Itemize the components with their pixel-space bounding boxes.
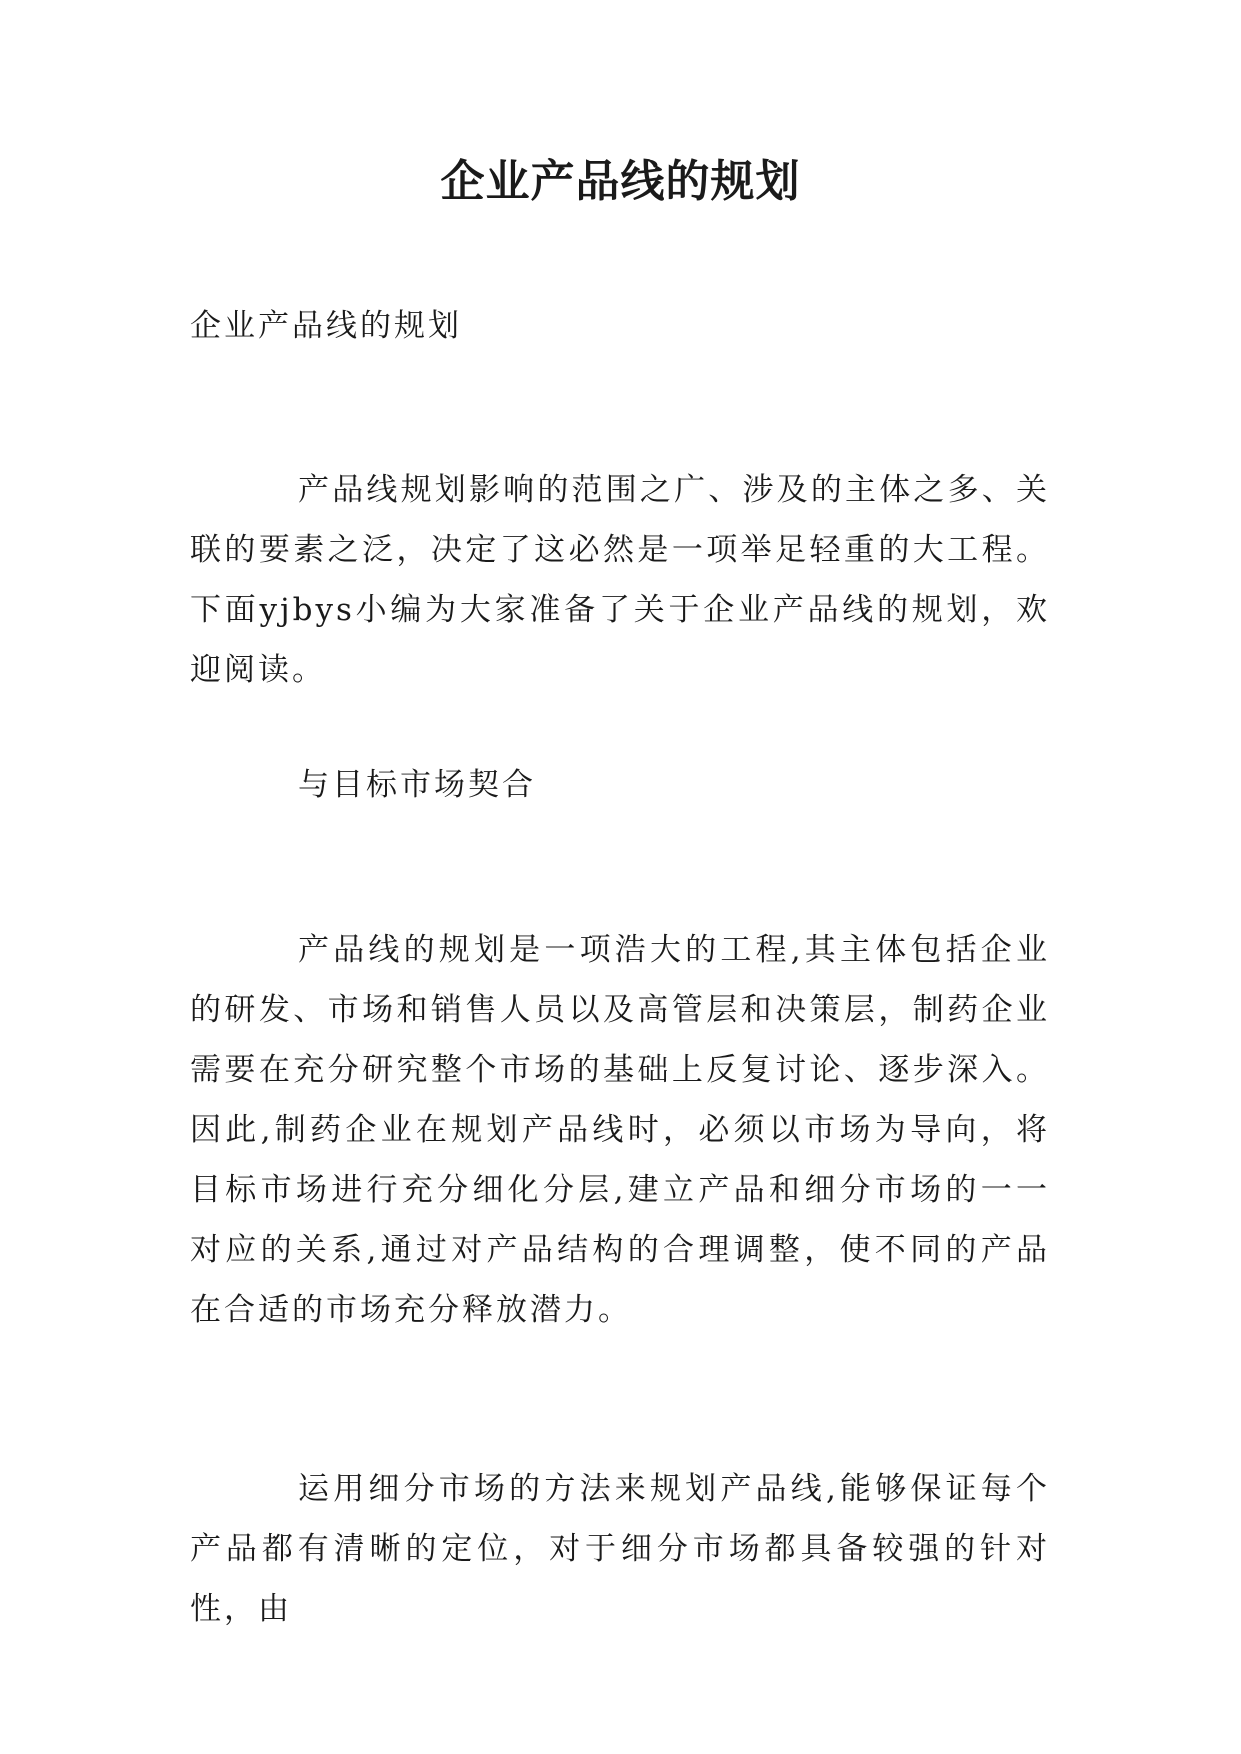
body-paragraph: 运用细分市场的方法来规划产品线,能够保证每个产品都有清晰的定位，对于细分市场都具备较强的针对性，由	[190, 1471, 1050, 1627]
document-title: 企业产品线的规划	[440, 156, 801, 207]
intro-paragraph: 产品线规划影响的范围之广、涉及的主体之多、关联的要素之泛，决定了这必然是一项举足轻重的大工程。下面yjbys小编为大家准备了关于企业产品线的规划，欢迎阅读。	[190, 472, 1050, 688]
section-heading: 与目标市场契合	[298, 767, 536, 803]
body-paragraph: 产品线的规划是一项浩大的工程,其主体包括企业的研发、市场和销售人员以及高管层和决策层，制药企业需要在充分研究整个市场的基础上反复讨论、逐步深入。因此,制药企业在规划产品线时，必须以市场为导向，将目标市场进行充分细化分层,建立产品和细分市场的一一对应的关系,通过对产品结构的合理调整，使不同的产品在合适的市场充分释放潜力。	[190, 932, 1050, 1328]
document-subtitle: 企业产品线的规划	[190, 308, 462, 344]
